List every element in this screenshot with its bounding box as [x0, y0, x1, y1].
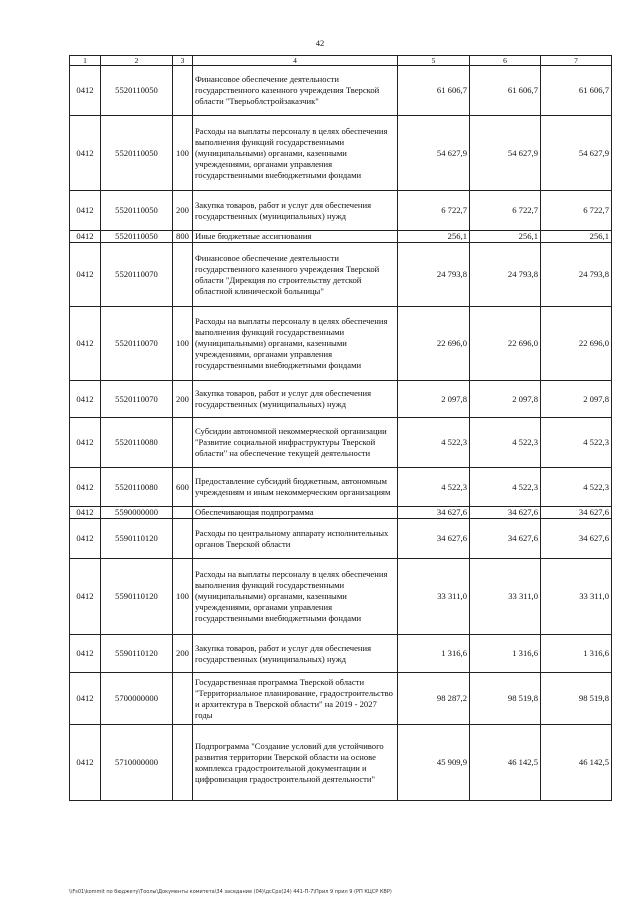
column-header: 2: [101, 56, 173, 66]
column-header: 3: [173, 56, 193, 66]
amount-col5: 256,1: [398, 231, 470, 243]
target-code: 5590110120: [101, 635, 173, 673]
amount-col6: 34 627,6: [470, 519, 541, 559]
amount-col6: 1 316,6: [470, 635, 541, 673]
amount-col7: 1 316,6: [541, 635, 612, 673]
item-name: Государственная программа Тверской области "Территориальное планирование, градостроительство и архитектура в Тверской области" на 2019 - 2027 годы: [193, 673, 398, 725]
target-code: 5590000000: [101, 507, 173, 519]
item-name: Расходы на выплаты персоналу в целях обеспечения выполнения функций государственными (муниципальными) органами, казенными учреждениями, органами управления государственными внебюджетными фондами: [193, 559, 398, 635]
amount-col7: 33 311,0: [541, 559, 612, 635]
expense-type: 100: [173, 116, 193, 191]
target-code: 5590110120: [101, 519, 173, 559]
expense-type: [173, 673, 193, 725]
amount-col5: 2 097,8: [398, 381, 470, 418]
amount-col7: 24 793,8: [541, 243, 612, 307]
expense-type: 200: [173, 191, 193, 231]
table-row: [70, 559, 612, 635]
column-header: 1: [70, 56, 101, 66]
amount-col6: 6 722,7: [470, 191, 541, 231]
table-row: [70, 519, 612, 559]
amount-col6: 33 311,0: [470, 559, 541, 635]
section-code: 0412: [70, 519, 101, 559]
table-row: [70, 116, 612, 191]
amount-col6: 61 606,7: [470, 66, 541, 116]
amount-col6: 98 519,8: [470, 673, 541, 725]
amount-col7: 4 522,3: [541, 468, 612, 507]
target-code: 5520110070: [101, 243, 173, 307]
expense-type: 600: [173, 468, 193, 507]
table-row: [70, 191, 612, 231]
item-name: Расходы на выплаты персоналу в целях обеспечения выполнения функций государственными (муниципальными) органами, казенными учреждениями, органами управления государственными внебюджетными фондами: [193, 307, 398, 381]
target-code: 5520110050: [101, 66, 173, 116]
amount-col5: 22 696,0: [398, 307, 470, 381]
amount-col5: 61 606,7: [398, 66, 470, 116]
amount-col6: 46 142,5: [470, 725, 541, 801]
amount-col7: 34 627,6: [541, 507, 612, 519]
item-name: Финансовое обеспечение деятельности государственного казенного учреждения Тверской области "Дирекция по строительству детской областной клинической больницы": [193, 243, 398, 307]
expense-type: 100: [173, 559, 193, 635]
budget-table: [69, 55, 612, 801]
amount-col7: 6 722,7: [541, 191, 612, 231]
amount-col6: 22 696,0: [470, 307, 541, 381]
amount-col5: 54 627,9: [398, 116, 470, 191]
expense-type: 800: [173, 231, 193, 243]
expense-type: 200: [173, 635, 193, 673]
target-code: 5520110050: [101, 231, 173, 243]
item-name: Закупка товаров, работ и услуг для обеспечения государственных (муниципальных) нужд: [193, 191, 398, 231]
table-row: [70, 507, 612, 519]
amount-col5: 24 793,8: [398, 243, 470, 307]
expense-type: [173, 519, 193, 559]
section-code: 0412: [70, 507, 101, 519]
amount-col5: 34 627,6: [398, 519, 470, 559]
item-name: Предоставление субсидий бюджетным, автономным учреждениям и иным некоммерческим организациям: [193, 468, 398, 507]
table-row: [70, 231, 612, 243]
target-code: 5520110050: [101, 191, 173, 231]
section-code: 0412: [70, 418, 101, 468]
expense-type: [173, 725, 193, 801]
amount-col7: 61 606,7: [541, 66, 612, 116]
column-header: 4: [193, 56, 398, 66]
section-code: 0412: [70, 307, 101, 381]
amount-col7: 46 142,5: [541, 725, 612, 801]
amount-col7: 98 519,8: [541, 673, 612, 725]
table-row: [70, 418, 612, 468]
section-code: 0412: [70, 243, 101, 307]
amount-col5: 6 722,7: [398, 191, 470, 231]
table-row: [70, 381, 612, 418]
amount-col7: 4 522,3: [541, 418, 612, 468]
header-row: [70, 56, 612, 66]
section-code: 0412: [70, 116, 101, 191]
item-name: Подпрограмма "Создание условий для устойчивого развития территории Тверской области на основе комплекса градостроительной документации и цифровизация градостроительной деятельности": [193, 725, 398, 801]
table-row: [70, 307, 612, 381]
section-code: 0412: [70, 66, 101, 116]
section-code: 0412: [70, 635, 101, 673]
expense-type: [173, 66, 193, 116]
item-name: Обеспечивающая подпрограмма: [193, 507, 398, 519]
amount-col7: 2 097,8: [541, 381, 612, 418]
section-code: 0412: [70, 725, 101, 801]
file-path-footer: \\Fs01\kommit по бюджету\Тоолы\Документы комитета\34 заседание (04)\дсСрх(24) 441-П-7\Прил 9 прил 9 (РП КЦСР КВР): [69, 889, 392, 895]
amount-col6: 54 627,9: [470, 116, 541, 191]
item-name: Иные бюджетные ассигнования: [193, 231, 398, 243]
amount-col6: 34 627,6: [470, 507, 541, 519]
section-code: 0412: [70, 468, 101, 507]
table-row: [70, 635, 612, 673]
amount-col5: 98 287,2: [398, 673, 470, 725]
table-row: [70, 243, 612, 307]
page-number: 42: [315, 38, 325, 48]
column-header: 5: [398, 56, 470, 66]
amount-col5: 45 909,9: [398, 725, 470, 801]
target-code: 5520110070: [101, 381, 173, 418]
target-code: 5590110120: [101, 559, 173, 635]
amount-col6: 4 522,3: [470, 418, 541, 468]
target-code: 5700000000: [101, 673, 173, 725]
amount-col5: 33 311,0: [398, 559, 470, 635]
expense-type: [173, 243, 193, 307]
amount-col6: 24 793,8: [470, 243, 541, 307]
amount-col6: 256,1: [470, 231, 541, 243]
amount-col5: 4 522,3: [398, 418, 470, 468]
item-name: Закупка товаров, работ и услуг для обеспечения государственных (муниципальных) нужд: [193, 381, 398, 418]
column-header: 6: [470, 56, 541, 66]
amount-col7: 256,1: [541, 231, 612, 243]
column-header: 7: [541, 56, 612, 66]
amount-col5: 1 316,6: [398, 635, 470, 673]
section-code: 0412: [70, 191, 101, 231]
target-code: 5520110050: [101, 116, 173, 191]
expense-type: 100: [173, 307, 193, 381]
section-code: 0412: [70, 559, 101, 635]
target-code: 5520110070: [101, 307, 173, 381]
amount-col6: 4 522,3: [470, 468, 541, 507]
item-name: Закупка товаров, работ и услуг для обеспечения государственных (муниципальных) нужд: [193, 635, 398, 673]
section-code: 0412: [70, 231, 101, 243]
amount-col7: 34 627,6: [541, 519, 612, 559]
item-name: Субсидии автономной некоммерческой организации "Развитие социальной инфраструктуры Тверской области" на обеспечение текущей деятельности: [193, 418, 398, 468]
amount-col5: 4 522,3: [398, 468, 470, 507]
expense-type: [173, 507, 193, 519]
expense-type: [173, 418, 193, 468]
target-code: 5710000000: [101, 725, 173, 801]
amount-col6: 2 097,8: [470, 381, 541, 418]
table-row: [70, 468, 612, 507]
item-name: Расходы по центральному аппарату исполнительных органов Тверской области: [193, 519, 398, 559]
expense-type: 200: [173, 381, 193, 418]
item-name: Финансовое обеспечение деятельности государственного казенного учреждения Тверской области "Тверьоблстройзаказчик": [193, 66, 398, 116]
amount-col7: 22 696,0: [541, 307, 612, 381]
table-row: [70, 66, 612, 116]
section-code: 0412: [70, 381, 101, 418]
table-row: [70, 725, 612, 801]
table-row: [70, 673, 612, 725]
target-code: 5520110080: [101, 418, 173, 468]
target-code: 5520110080: [101, 468, 173, 507]
item-name: Расходы на выплаты персоналу в целях обеспечения выполнения функций государственными (муниципальными) органами, казенными учреждениями, органами управления государственными внебюджетными фондами: [193, 116, 398, 191]
section-code: 0412: [70, 673, 101, 725]
amount-col7: 54 627,9: [541, 116, 612, 191]
amount-col5: 34 627,6: [398, 507, 470, 519]
